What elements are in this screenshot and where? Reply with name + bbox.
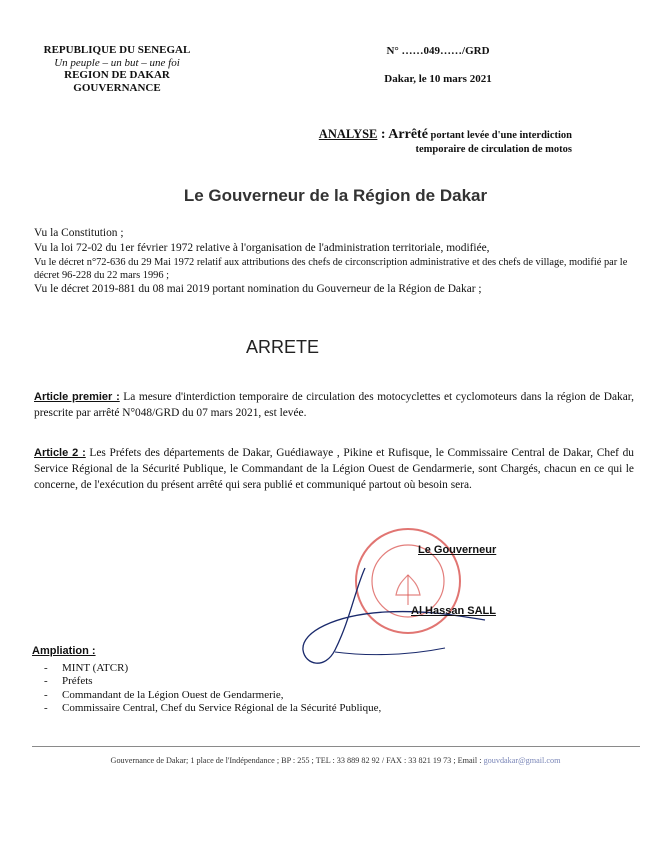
analyse-line2: temporaire de circulation de motos	[415, 144, 572, 155]
reference-number: N° ……049……/GRD	[386, 45, 490, 57]
office-name: GOUVERNANCE	[73, 81, 161, 94]
ampliation-list	[32, 662, 532, 716]
article-1-text: La mesure d'interdiction temporaire de circulation des motocyclettes et cyclomoteurs dans la région de Dakar, prescrite par arrêté N°048/GRD du 07 mars 2021, est levée.	[34, 391, 634, 419]
visa-law: Vu la loi 72-02 du 1er février 1972 relative à l'organisation de l'administration territoriale, modifiée,	[34, 242, 490, 254]
ampliation-section	[32, 645, 532, 716]
footer-address: Gouvernance de Dakar; 1 place de l'Indépendance ; BP : 255 ; TEL : 33 889 82 92 / FAX : 33 821 19 73 ; Email :	[110, 756, 484, 765]
footer-contact	[0, 756, 671, 765]
national-motto: Un peuple – un but – une foi	[54, 56, 180, 69]
ampliation-item: - MINT (ATCR)	[32, 662, 532, 676]
analyse-label: ANALYSE	[318, 127, 378, 141]
visa-decree-2019: Vu le décret 2019-881 du 08 mai 2019 portant nomination du Gouverneur de la Région de Dakar ;	[34, 283, 482, 295]
article-1-heading: Article premier :	[34, 391, 120, 403]
ampliation-item: - Commissaire Central, Chef du Service Régional de la Sécurité Publique,	[32, 702, 532, 716]
ampliation-heading: Ampliation :	[32, 645, 96, 657]
document-title: Le Gouverneur de la Région de Dakar	[183, 186, 488, 205]
visas-section	[34, 226, 644, 297]
footer-email-link[interactable]: gouvdakar@gmail.com	[483, 756, 561, 765]
country-name: REPUBLIQUE DU SENEGAL	[43, 44, 191, 56]
analyse-summary	[232, 127, 572, 157]
footer-divider	[32, 746, 640, 747]
analyse-keyword: Arrêté	[388, 127, 428, 142]
article-1	[34, 389, 634, 421]
analyse-line1: portant levée d'une interdiction	[427, 130, 572, 141]
signatory-title: Le Gouverneur	[418, 544, 497, 556]
analyse-separator: :	[377, 127, 389, 142]
article-2-text: Les Préfets des départements de Dakar, Guédiawaye , Pikine et Rufisque, le Commissaire Central de Dakar, Chef du Service Régional de la Sécurité Publique, le Commandant de la Légion Ouest de Gendarmerie, sont Chargés, chacun en ce qui le concerne, de l'exécution du présent arrêté qui sera publié et communiqué partout où besoin sera.	[34, 447, 634, 491]
visa-constitution: Vu la Constitution ;	[34, 227, 124, 239]
signatory-name: Al Hassan SALL	[411, 605, 496, 617]
ampliation-item: - Commandant de la Légion Ouest de Gendarmerie,	[32, 689, 532, 703]
issuing-authority-block	[22, 44, 212, 94]
arrete-heading: ARRETE	[245, 337, 319, 357]
ampliation-item: - Préfets	[32, 675, 532, 689]
region-name: REGION DE DAKAR	[64, 69, 170, 81]
document-date: Dakar, le 10 mars 2021	[384, 73, 492, 85]
article-2-heading: Article 2 :	[34, 447, 86, 459]
reference-block	[368, 44, 508, 86]
article-2	[34, 445, 634, 493]
visa-decree-1972: Vu le décret n°72-636 du 29 Mai 1972 relatif aux attributions des chefs de circonscription administrative et des chefs de village, modifié par le décret 96-228 du 22 mars 1996 ;	[34, 257, 628, 281]
